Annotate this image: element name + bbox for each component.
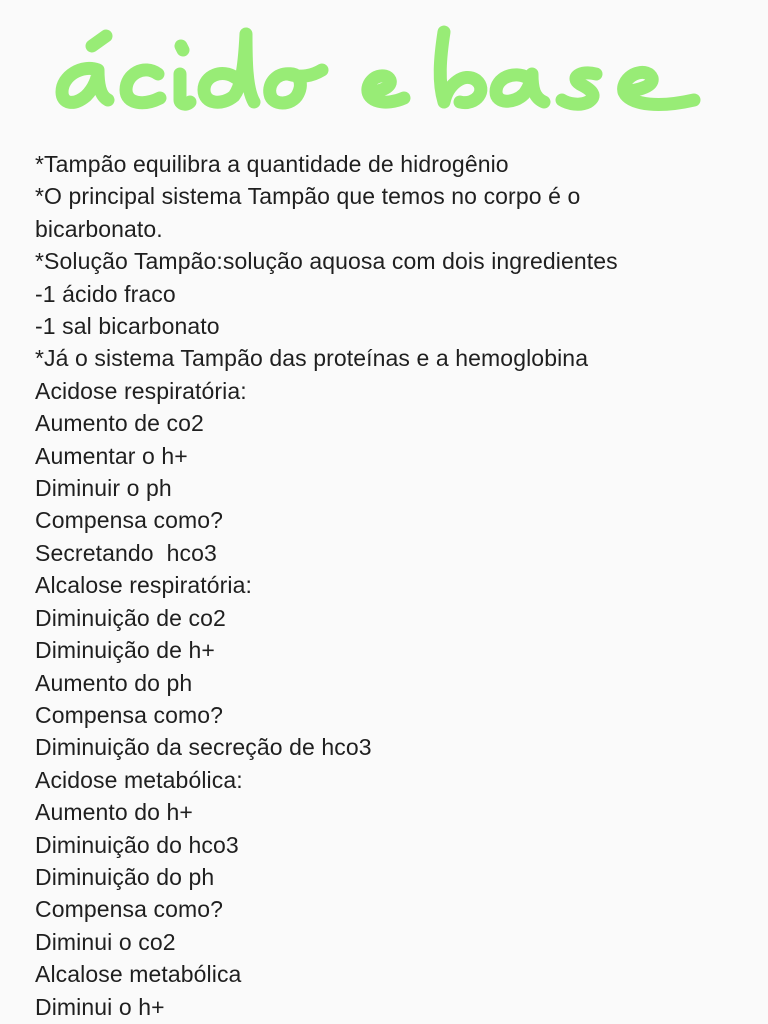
note-line: Diminui o co2 [35,928,176,955]
note-line: *Solução Tampão:solução aquosa com dois ingredientes [35,248,618,275]
note-line: Diminuir o ph [35,475,172,502]
handwritten-title [40,18,720,128]
note-line: Diminuição de h+ [35,637,215,664]
note-line: *O principal sistema Tampão que temos no corpo é o [35,183,581,210]
note-line: Aumentar o h+ [35,442,188,469]
note-line: Alcalose metabólica [35,961,242,988]
note-line: Compensa como? [35,896,224,923]
note-line: Compensa como? [35,701,224,728]
note-line: Diminuição de co2 [35,604,226,631]
note-line: -1 ácido fraco [35,280,176,307]
note-line: -1 sal bicarbonato [35,313,220,340]
note-line: Diminuição do ph [35,863,215,890]
note-line: Diminui o h+ [35,993,165,1020]
note-line: Compensa como? [35,507,224,534]
note-line: Acidose metabólica: [35,766,243,793]
note-line: Diminuição da secreção de hco3 [35,734,372,761]
note-line: Aumento do ph [35,669,193,696]
note-line: Acidose respiratória: [35,377,247,404]
note-line: *Já o sistema Tampão das proteínas e a hemoglobina [35,345,589,372]
note-line: Aumento de co2 [35,410,204,437]
note-line: Diminuição do hco3 [35,831,239,858]
note-line: Alcalose respiratória: [35,572,252,599]
note-body [35,148,745,1023]
note-line: Secretando hco3 [35,539,217,566]
handwritten-title-drawing [40,18,720,128]
note-line: *Tampão equilibra a quantidade de hidrogênio [35,151,509,177]
note-line: bicarbonato. [35,215,163,242]
note-line: Aumento do h+ [35,799,193,826]
